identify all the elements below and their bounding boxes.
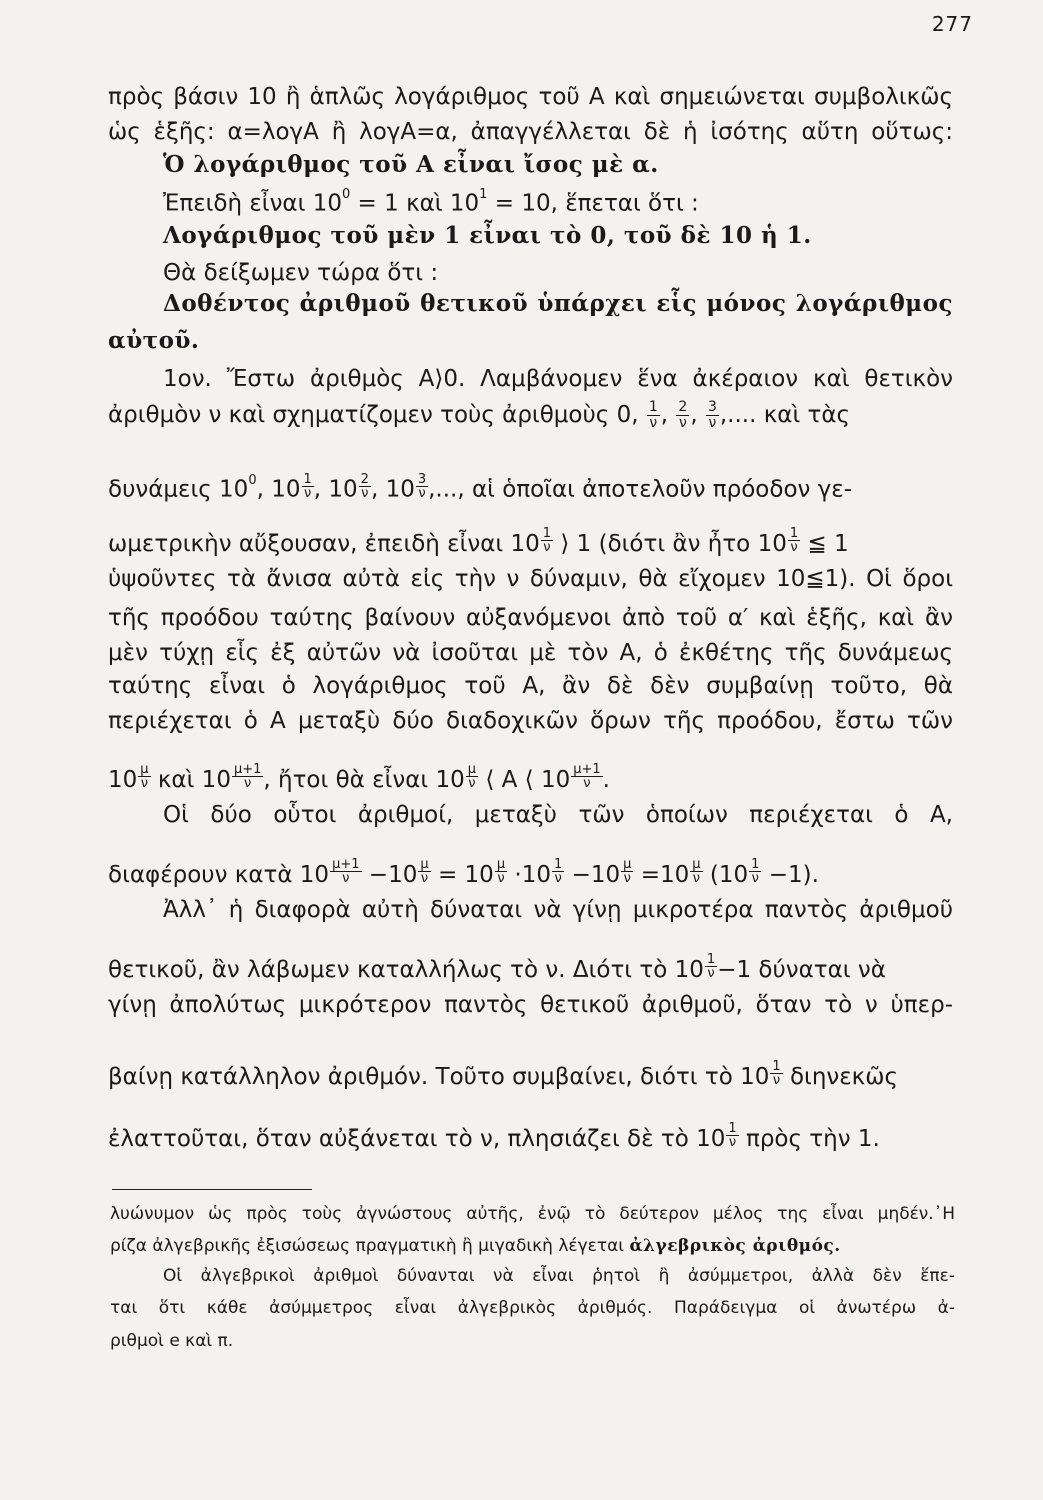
text-line: Ἀλλ᾽ ἡ διαφορὰ αὐτὴ δύναται νὰ γίνῃ μικροτέρα παντὸς ἀριθμοῦ — [163, 897, 953, 923]
text-line: 10 $\frac{\mu}{\nu}$ καὶ 10 $\frac{\mu+1}{\nu}$ , ἤτοι θὰ εἶναι 10 $\frac{\mu}{\nu}$ ⟨ Α ⟨ 10 $\frac{\mu+1}{\nu}$ . — [108, 762, 610, 793]
footnote-line: ται ὅτι κάθε ἀσύμμετρος εἶναι ἀλγεβρικὸς ἀριθμός. Παράδειγμα οἱ ἀνωτέρω ἀ- — [110, 1298, 955, 1318]
footnote-line: ριθμοὶ e καὶ π. — [110, 1331, 234, 1351]
text-line: Ἐπειδὴ εἶναι $10^0 = 1$ καὶ $10^1 = 10$, ἕπεται ὅτι : — [163, 187, 699, 217]
text-line: δυνάμεις $10^0$, 10 $\frac{1}{\nu}$ , 10 $\frac{2}{\nu}$ , 10 $\frac{3}{\nu}$ ,..., αἱ ὁποῖαι ἀποτελοῦν πρόοδον γε- — [108, 471, 853, 503]
footnote-line: ρίζα ἀλγεβρικῆς ἐξισώσεως πραγματικὴ ἢ μιγαδικὴ λέγεται ἀλγεβρικὸς ἀριθμός. — [110, 1236, 841, 1256]
text-line: ἐλαττοῦται, ὅταν αὐξάνεται τὸ ν, πλησιάζει δὲ τὸ 10 $\frac{1}{\nu}$ πρὸς τὴν 1. — [108, 1121, 880, 1152]
text-line: ταύτης εἶναι ὁ λογάριθμος τοῦ Α, ἂν δὲ δὲν συμβαίνῃ τοῦτο, θὰ — [108, 673, 953, 699]
text-line: μὲν τύχῃ εἷς ἐξ αὐτῶν νὰ ἰσοῦται μὲ τὸν Α, ὁ ἐκθέτης τῆς δυνάμεως — [108, 640, 953, 666]
theorem-statement: αὐτοῦ. — [108, 327, 200, 354]
bold-statement: Λογάριθμος τοῦ μὲν 1 εἶναι τὸ 0, τοῦ δὲ 10 ἡ 1. — [163, 222, 812, 249]
text-line: Θὰ δείξωμεν τώρα ὅτι : — [163, 260, 439, 286]
text-line: γίνῃ ἀπολύτως μικρότερον παντὸς θετικοῦ ἀριθμοῦ, ὅταν τὸ ν ὑπερ- — [108, 992, 953, 1018]
text-line: ἀριθμὸν ν καὶ σχηματίζομεν τοὺς ἀριθμοὺς 0, $\frac{1}{\nu}$ , $\frac{2}{\nu}$ , $\frac{3}{\nu}$ ,.... καὶ τὰς — [108, 399, 851, 431]
footnote-line: λυώνυμον ὡς πρὸς τοὺς ἀγνώστους αὐτῆς, ἐνῷ τὸ δεύτερον μέλος της εἶναι μηδέν.᾽Η — [110, 1204, 955, 1224]
text-line: 1ον. Ἔστω ἀριθμὸς Α⟩0. Λαμβάνομεν ἕνα ἀκέραιον καὶ θετικὸν — [163, 366, 953, 392]
text-line: ωμετρικὴν αὔξουσαν, ἐπειδὴ εἶναι 10 $\frac{1}{\nu}$ ⟩ 1 (διότι ἂν ἦτο 10 $\frac{1}{\nu}$ ≦ 1 — [108, 526, 849, 557]
theorem-statement: Δοθέντος ἀριθμοῦ θετικοῦ ὑπάρχει εἷς μόνος λογάριθμος — [163, 290, 953, 317]
footnote-line: Οἱ ἀλγεβρικοὶ ἀριθμοὶ δύνανται νὰ εἶναι ῥητοὶ ἢ ἀσύμμετροι, ἀλλὰ δὲν ἕπε- — [163, 1266, 955, 1286]
text-line: ὑψοῦντες τὰ ἄνισα αὐτὰ εἰς τὴν ν δύναμιν, θὰ εἴχομεν 10≦1). Οἱ ὅροι — [108, 566, 953, 592]
text-line: ὡς ἑξῆς: α=λογΑ ἢ λογΑ=α, ἀπαγγέλλεται δὲ ἡ ἰσότης αὕτη οὕτως: — [108, 119, 953, 145]
bold-statement: Ὁ λογάριθμος τοῦ Α εἶναι ἴσος μὲ α. — [163, 151, 659, 178]
text-line: τῆς προόδου ταύτης βαίνουν αὐξανόμενοι ἀπὸ τοῦ α′ καὶ ἑξῆς, καὶ ἂν — [108, 605, 953, 631]
text-line: Οἱ δύο οὗτοι ἀριθμοί, μεταξὺ τῶν ὁποίων περιέχεται ὁ Α, — [163, 802, 953, 828]
footnote-divider — [112, 1189, 312, 1190]
text-line: βαίνῃ κατάλληλον ἀριθμόν. Τοῦτο συμβαίνει, διότι τὸ 10 $\frac{1}{\nu}$ διηνεκῶς — [108, 1059, 898, 1090]
text-line: περιέχεται ὁ Α μεταξὺ δύο διαδοχικῶν ὅρων τῆς προόδου, ἔστω τῶν — [108, 708, 953, 734]
text-line: θετικοῦ, ἂν λάβωμεν καταλλήλως τὸ ν. Διότι τὸ 10 $\frac{1}{\nu}$ −1 δύναται νὰ — [108, 952, 886, 983]
text-line: πρὸς βάσιν 10 ἢ ἁπλῶς λογάριθμος τοῦ Α καὶ σημειώνεται συμβολικῶς — [108, 84, 953, 110]
page-number: 277 — [931, 12, 973, 36]
equation-line: διαφέρουν κατὰ 10 $\frac{\mu+1}{\nu}$ −10 $\frac{\mu}{\nu}$ = 10 $\frac{\mu}{\nu}$ ·10 $\frac{1}{\nu}$ −10 $\frac{\mu}{\nu}$ =10 $\frac{\mu}{\nu}$ (10 $\frac{1}{\nu}$ −1). — [108, 857, 819, 888]
